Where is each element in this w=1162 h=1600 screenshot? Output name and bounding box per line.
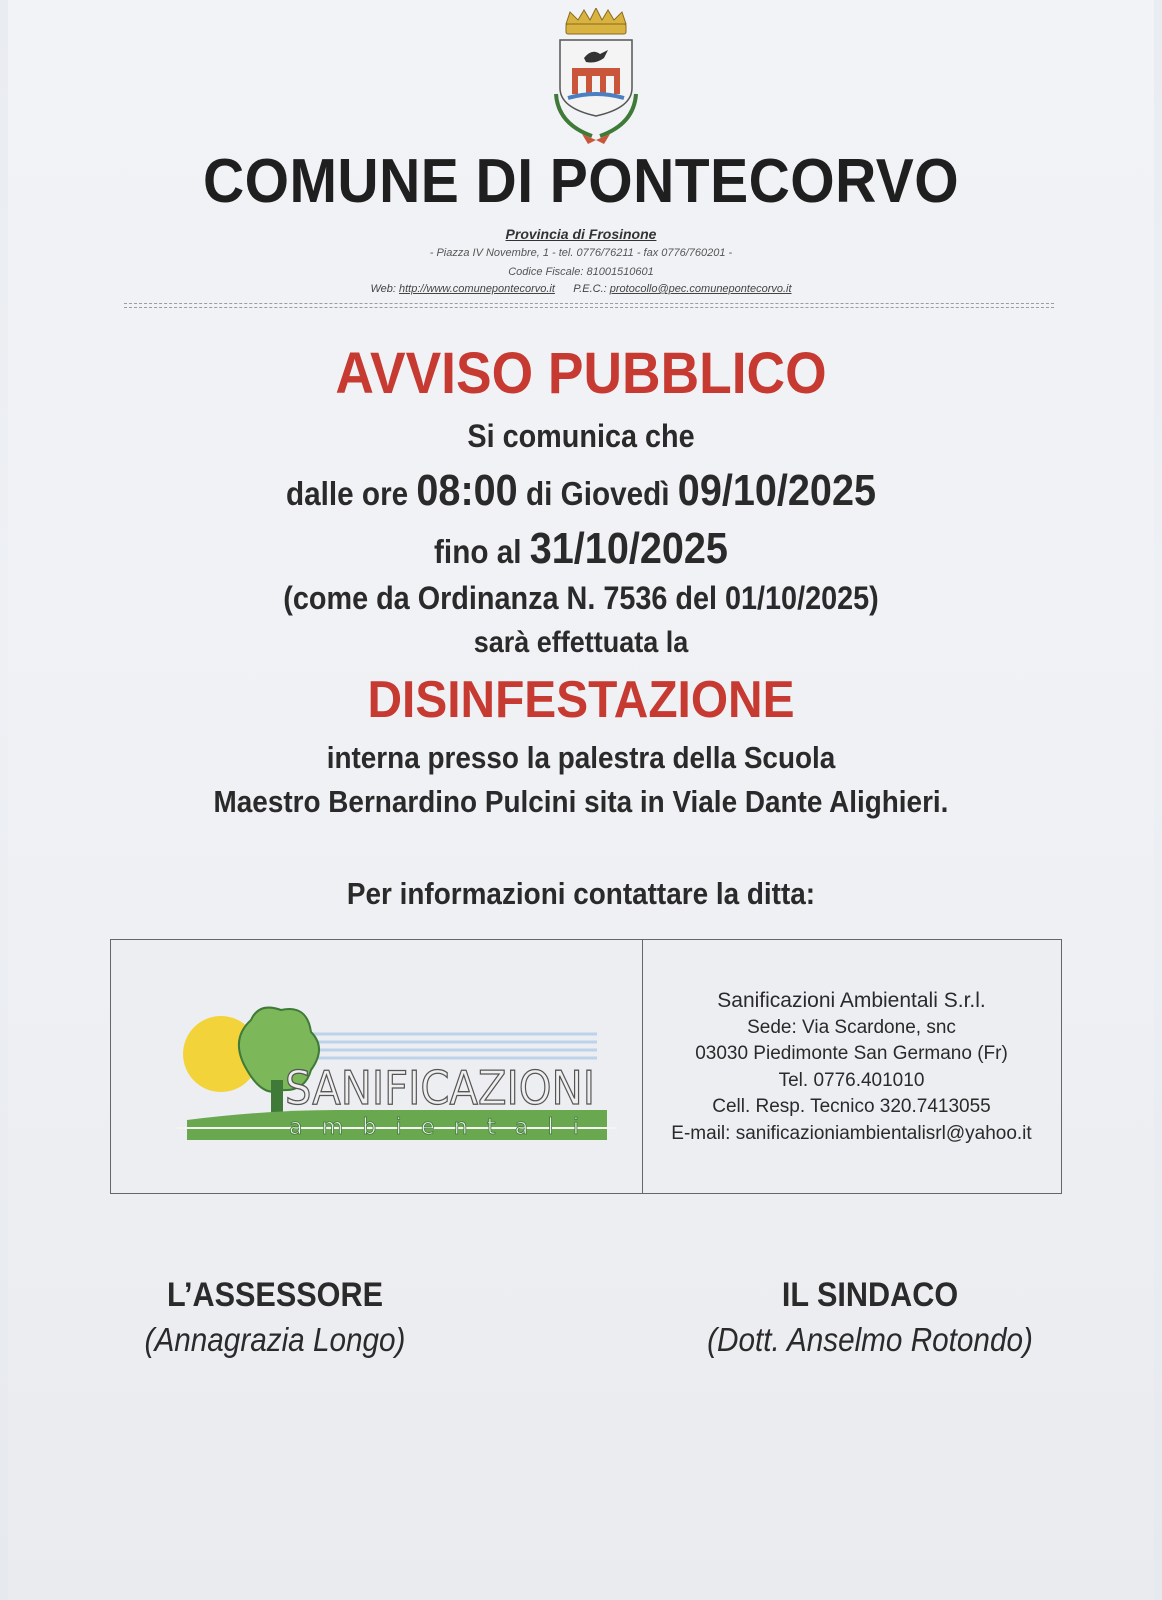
text: di Giovedì	[525, 475, 670, 512]
company-name: Sanificazioni Ambientali S.r.l.	[717, 989, 986, 1012]
start-time: 08:00	[416, 466, 518, 515]
contact-intro: Per informazioni contattare la ditta:	[346, 876, 816, 911]
signature-name: (Dott. Anselmo Rotondo)	[707, 1321, 1033, 1358]
keyword-heading: DISINFESTAZIONE	[367, 671, 795, 729]
logo-word-1: SANIFICAZIONI	[285, 1061, 595, 1115]
signature-assessore	[100, 1276, 450, 1359]
contact-line	[0, 283, 1162, 295]
start-date: 09/10/2025	[677, 466, 876, 515]
province-label: Provincia di Frosinone	[505, 226, 657, 242]
web-label: Web:	[370, 283, 396, 295]
company-cell: Cell. Resp. Tecnico 320.7413055	[712, 1096, 991, 1117]
comune-crest-icon	[548, 8, 644, 146]
company-tel: Tel. 0776.401010	[778, 1069, 925, 1091]
end-date: 31/10/2025	[529, 524, 728, 573]
divider	[124, 307, 1054, 308]
notice-heading: AVVISO PUBBLICO	[335, 341, 827, 406]
divider	[124, 303, 1054, 304]
company-email[interactable]: E-mail: sanificazioniambientalisrl@yahoo.it	[671, 1122, 1032, 1144]
company-address: Sede: Via Scardone, snc	[747, 1016, 956, 1038]
address-line: - Piazza IV Novembre, 1 - tel. 0776/76211 - fax 0776/760201 -	[429, 247, 733, 259]
pec-link[interactable]: protocollo@pec.comunepontecorvo.it	[609, 283, 792, 295]
company-table	[110, 939, 1062, 1194]
pec-label: P.E.C.:	[573, 283, 607, 295]
fiscal-code: Codice Fiscale: 81001510601	[508, 266, 654, 278]
text: fino al	[434, 533, 522, 570]
company-city: 03030 Piedimonte San Germano (Fr)	[695, 1043, 1008, 1064]
notice-line-2	[58, 466, 1104, 516]
notice-line-1: Si comunica che	[467, 418, 695, 454]
location-line-1: interna presso la palestra della Scuola	[326, 740, 836, 775]
notice-line-3	[58, 524, 1104, 574]
logo-word-2: ambientali	[289, 1115, 589, 1140]
company-info	[642, 988, 1061, 1147]
signature-name: (Annagrazia Longo)	[144, 1321, 406, 1358]
ordinance-line: (come da Ordinanza N. 7536 del 01/10/2025)	[283, 580, 879, 616]
web-link[interactable]: http://www.comunepontecorvo.it	[399, 283, 555, 295]
location-line-2: Maestro Bernardino Pulcini sita in Viale Dante Alighieri.	[213, 784, 949, 819]
signature-sindaco	[660, 1276, 1080, 1359]
text: dalle ore	[285, 475, 409, 512]
page-title: COMUNE DI PONTECORVO	[202, 147, 960, 216]
signature-role: IL SINDACO	[781, 1276, 959, 1314]
sanificazioni-logo	[177, 1000, 617, 1150]
notice-line-5: sarà effettuata la	[473, 626, 689, 659]
signature-role: L’ASSESSORE	[167, 1276, 383, 1314]
